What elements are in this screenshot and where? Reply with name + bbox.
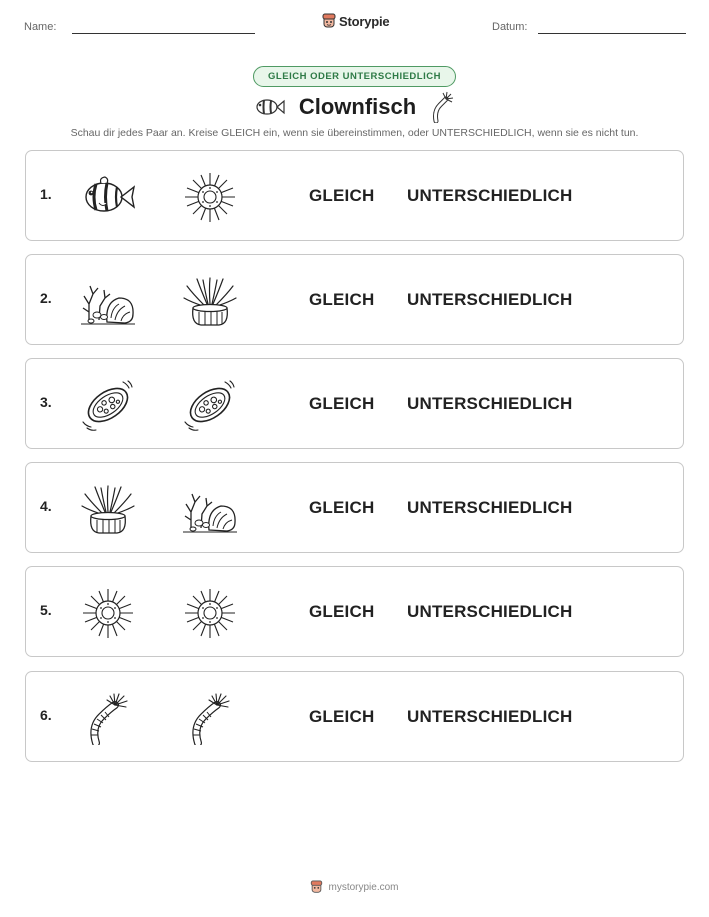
question-number: 1. [40, 186, 52, 202]
question-number: 6. [40, 707, 52, 723]
option-gleich[interactable]: GLEICH [309, 602, 375, 621]
storypie-mascot-icon [322, 13, 336, 29]
question-number: 2. [40, 290, 52, 306]
option-unterschiedlich[interactable]: UNTERSCHIEDLICH [407, 290, 573, 309]
tube-worm-icon [181, 691, 239, 745]
option-unterschiedlich[interactable]: UNTERSCHIEDLICH [407, 707, 573, 726]
option-unterschiedlich[interactable]: UNTERSCHIEDLICH [407, 186, 573, 205]
sea-urchin-icon [181, 586, 239, 640]
option-unterschiedlich[interactable]: UNTERSCHIEDLICH [407, 602, 573, 621]
question-number: 3. [40, 394, 52, 410]
sponge-icon [181, 378, 239, 432]
page-title: Clownfisch [298, 94, 417, 119]
question-row [25, 358, 684, 449]
question-row [25, 566, 684, 657]
sea-urchin-icon [181, 170, 239, 224]
footer [0, 880, 709, 894]
brand-logo [322, 13, 389, 29]
sea-anemone-icon [79, 482, 137, 536]
question-number: 4. [40, 498, 52, 514]
option-gleich[interactable]: GLEICH [309, 290, 375, 309]
instructions-text: Schau dir jedes Paar an. Kreise GLEICH ein, wenn sie übereinstimmen, oder UNTERSCHIEDLICH, wenn sie es nicht tun. [70, 127, 639, 139]
option-gleich[interactable]: GLEICH [309, 707, 375, 726]
option-gleich[interactable]: GLEICH [309, 394, 375, 413]
brand-name: Storypie [339, 13, 390, 29]
date-label: Datum: [492, 21, 528, 33]
storypie-mascot-icon [310, 880, 323, 894]
coral-reef-icon [79, 274, 137, 328]
name-label: Name: [24, 21, 57, 33]
sea-anemone-icon [181, 274, 239, 328]
category-badge: GLEICH ODER UNTERSCHIEDLICH [253, 66, 456, 87]
tube-worm-icon [79, 691, 137, 745]
question-row [25, 150, 684, 241]
option-unterschiedlich[interactable]: UNTERSCHIEDLICH [407, 498, 573, 517]
name-field-line[interactable] [72, 33, 255, 34]
footer-url[interactable]: mystorypie.com [328, 881, 399, 893]
option-unterschiedlich[interactable]: UNTERSCHIEDLICH [407, 394, 573, 413]
clownfish-icon [253, 95, 285, 119]
clownfish-icon [79, 170, 137, 224]
coral-reef-icon [181, 482, 239, 536]
question-number: 5. [40, 602, 52, 618]
option-gleich[interactable]: GLEICH [309, 186, 375, 205]
sponge-icon [79, 378, 137, 432]
question-row [25, 254, 684, 345]
tube-worm-icon [430, 91, 456, 123]
option-gleich[interactable]: GLEICH [309, 498, 375, 517]
question-row [25, 671, 684, 762]
date-field-line[interactable] [538, 33, 686, 34]
sea-urchin-icon [79, 586, 137, 640]
question-row [25, 462, 684, 553]
